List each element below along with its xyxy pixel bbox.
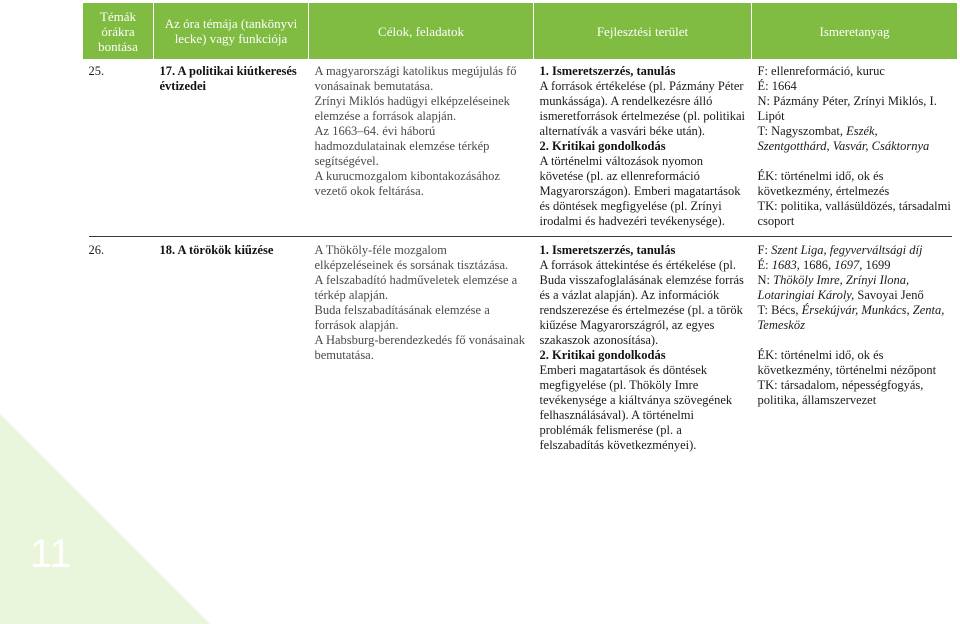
row-hours: 26. [88, 243, 105, 257]
names-italic: Thököly Imre, Zrínyi Ilona, Lotaringiai Károly, [757, 273, 910, 302]
knowledge-dates: É: 1664 [757, 79, 797, 93]
dev-heading-2: 2. Kritikai gondolkodás [539, 348, 666, 362]
row-goals [309, 239, 534, 453]
places-plain: T: Nagyszombat, [757, 124, 847, 138]
header-hours: Témák órákra bontása [83, 3, 154, 60]
knowledge-names: N: Pázmány Péter, Zrínyi Miklós, I. Lipót [757, 94, 937, 123]
goal-item: A Thököly-féle mozgalom elképzeléseinek és sorsának tisztázása. [314, 243, 509, 272]
knowledge-concepts [758, 243, 952, 258]
row-development [534, 239, 752, 453]
knowledge-topic-concepts: TK: politika, vallásüldözés, társadalmi csoport [757, 199, 951, 228]
knowledge-concepts: F: ellenreformáció, kuruc [757, 64, 885, 78]
knowledge-key-concepts: ÉK: történelmi idő, ok és következmény, értelmezés [757, 169, 890, 198]
goal-item: A kurucmozgalom kibontakozásához vezető okok feltárása. [314, 169, 500, 198]
dates-plain: É: [757, 258, 772, 272]
goal-item: Az 1663–64. évi háború hadmozdulatainak elemzése térkép segítségével. [314, 124, 490, 168]
page-number: 11 [30, 532, 72, 576]
names-plain: N: [757, 273, 774, 287]
places-plain: T: Bécs, [757, 303, 802, 317]
row-topic: 17. A politikai kiútkeresés évtizedei [159, 64, 297, 93]
dev-text-1: A források értékelése (pl. Pázmány Péter munkássága). A rendelkezésre álló ismeretforrások értelmezése (pl. politikai alternatívák a vasvári béke után). [539, 79, 745, 138]
row-hours: 25. [88, 64, 105, 78]
table-header-row [83, 3, 958, 60]
header-goals: Célok, feladatok [309, 3, 534, 60]
dev-text-1: A források áttekintése és értékelése (pl. Buda visszafoglalásának elemzése forrás és a vázlat alapján). Az információk rendszerezése és értelmezése (pl. a török kiűzése Magyarországról, az egyes szakaszok azonosítása). [539, 258, 744, 347]
table-row [83, 60, 958, 230]
goal-item: A Habsburg-berendezkedés fő vonásainak bemutatása. [314, 333, 525, 362]
goal-item: Zrínyi Miklós hadügyi elképzeléseinek elemzése a források alapján. [314, 94, 510, 123]
row-knowledge [752, 239, 958, 453]
knowledge-topic-concepts: TK: társadalom, népességfogyás, politika, államszervezet [757, 378, 924, 407]
curriculum-table [82, 2, 958, 453]
dev-heading-1: 1. Ismeretszerzés, tanulás [539, 64, 676, 78]
dev-text-2: Emberi magatartások és döntések megfigyelése (pl. Thököly Imre tevékenysége a kiáltványa szövegének felhasználásával). A történelmi problémák felismerése (pl. a felszabadítás következményei). [539, 363, 733, 452]
goal-item: A magyarországi katolikus megújulás fő vonásainak bemutatása. [314, 64, 517, 93]
date-italic: 1683 [771, 258, 797, 272]
knowledge-places [758, 303, 952, 333]
concepts-italic: Szent Liga, fegyverváltsági díj [771, 243, 923, 257]
dev-heading-1: 1. Ismeretszerzés, tanulás [539, 243, 676, 257]
table-row [83, 239, 958, 453]
header-topic: Az óra témája (tankönyvi lecke) vagy funkciója [154, 3, 309, 60]
knowledge-places [758, 124, 952, 154]
places-italic: Eszék, Szentgotthárd, Vasvár, Csáktornya [757, 124, 930, 153]
goal-item: A felszabadító hadműveletek elemzése a térkép alapján. [314, 273, 518, 302]
knowledge-dates [758, 258, 952, 273]
row-topic: 18. A törökök kiűzése [159, 243, 274, 257]
row-knowledge [752, 60, 958, 230]
row-goals [309, 60, 534, 230]
knowledge-key-concepts: ÉK: történelmi idő, ok és következmény, történelmi nézőpont [757, 348, 937, 377]
dev-text-2: A történelmi változások nyomon követése (pl. az ellenreformáció Magyarországon). Emberi magatartások és döntések megfigyelése (pl. Zrínyi irodalmi és hadvezéri tevékenysége). [539, 154, 741, 228]
goal-item: Buda felszabadításának elemzése a források alapján. [314, 303, 490, 332]
header-knowledge: Ismeretanyag [752, 3, 958, 60]
names-plain: Savoyai Jenő [854, 288, 924, 302]
header-development: Fejlesztési terület [534, 3, 752, 60]
dev-heading-2: 2. Kritikai gondolkodás [539, 139, 666, 153]
knowledge-names [758, 273, 952, 303]
dates-plain: , 1699 [859, 258, 891, 272]
concepts-plain: F: [757, 243, 772, 257]
row-development [534, 60, 752, 230]
date-italic: 1697 [834, 258, 860, 272]
places-italic: Érsekújvár, Munkács, Zenta, Temesköz [757, 303, 945, 332]
row-divider [83, 229, 958, 239]
dates-plain: , 1686, [796, 258, 835, 272]
